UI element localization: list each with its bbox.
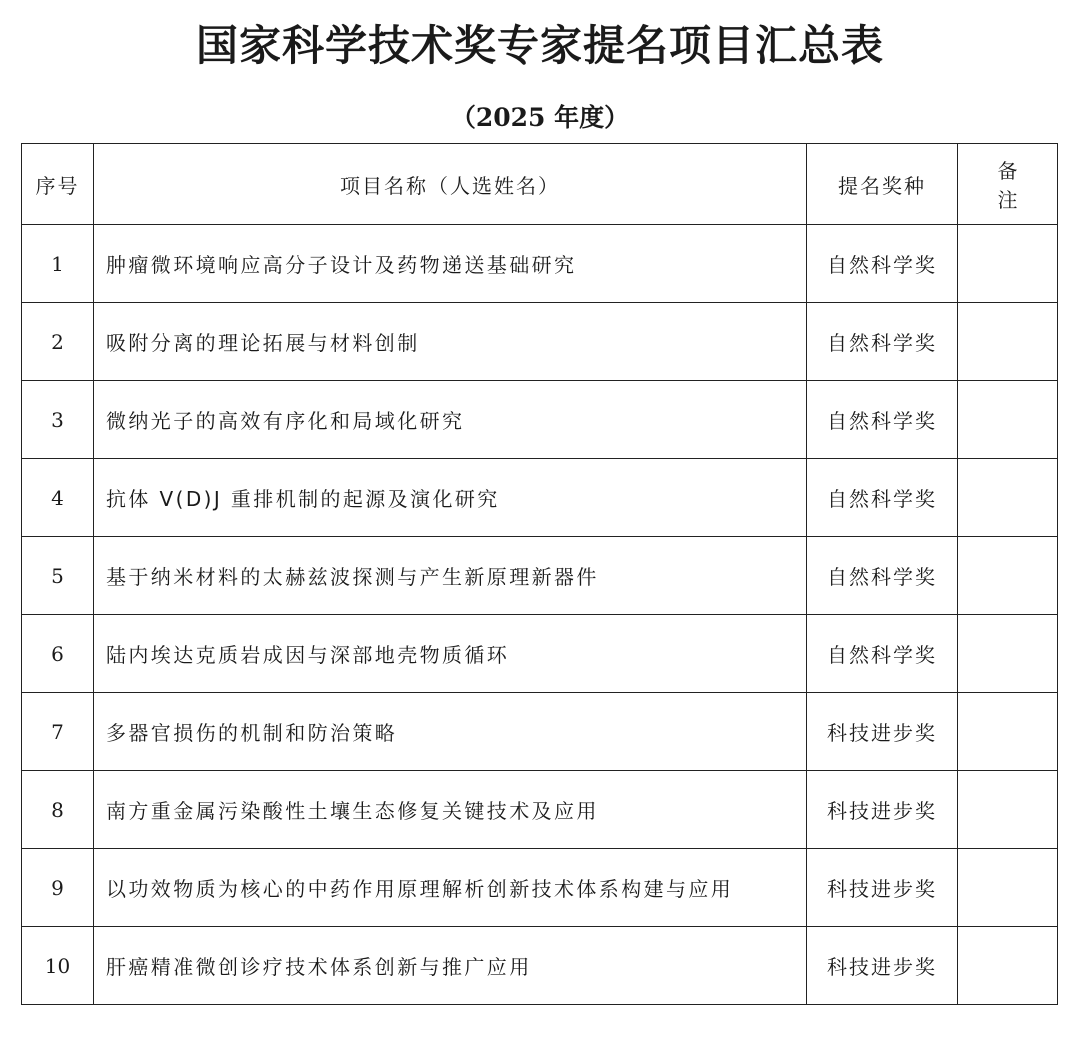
row-serial-number: 7 [22,693,94,771]
document-subtitle-year: （2025 年度） [450,103,630,132]
row-remarks [958,459,1058,537]
row-remarks [958,303,1058,381]
row-project-name: 基于纳米材料的太赫兹波探测与产生新原理新器件 [94,537,807,615]
table-row [22,459,1058,537]
row-project-name: 微纳光子的高效有序化和局域化研究 [94,381,807,459]
row-serial-number: 10 [22,927,94,1005]
row-project-name: 肿瘤微环境响应高分子设计及药物递送基础研究 [94,225,807,303]
row-project-name: 陆内埃达克质岩成因与深部地壳物质循环 [94,615,807,693]
table-row [22,537,1058,615]
row-project-name: 肝癌精准微创诊疗技术体系创新与推广应用 [94,927,807,1005]
row-serial-number: 8 [22,771,94,849]
row-remarks [958,849,1058,927]
row-award-type: 科技进步奖 [807,927,958,1005]
table-header-row [22,144,1058,225]
row-award-type: 自然科学奖 [807,381,958,459]
row-award-type: 自然科学奖 [807,303,958,381]
table-row [22,849,1058,927]
row-remarks [958,771,1058,849]
row-remarks [958,615,1058,693]
row-project-name: 多器官损伤的机制和防治策略 [94,693,807,771]
table-row [22,771,1058,849]
row-remarks [958,381,1058,459]
row-project-name: 吸附分离的理论拓展与材料创制 [94,303,807,381]
table-row [22,693,1058,771]
row-serial-number: 3 [22,381,94,459]
row-serial-number: 4 [22,459,94,537]
nomination-summary-table [21,143,1058,1005]
row-project-name: 以功效物质为核心的中药作用原理解析创新技术体系构建与应用 [94,849,807,927]
row-project-name: 南方重金属污染酸性土壤生态修复关键技术及应用 [94,771,807,849]
document-title: 国家科学技术奖专家提名项目汇总表 [195,21,884,70]
row-remarks [958,537,1058,615]
row-award-type: 自然科学奖 [807,225,958,303]
table-row [22,615,1058,693]
row-award-type: 科技进步奖 [807,771,958,849]
row-award-type: 科技进步奖 [807,849,958,927]
row-project-name: 抗体 V(D)J 重排机制的起源及演化研究 [94,459,807,537]
table-row [22,225,1058,303]
row-award-type: 自然科学奖 [807,537,958,615]
header-award-type: 提名奖种 [807,144,958,225]
row-serial-number: 5 [22,537,94,615]
row-serial-number: 6 [22,615,94,693]
row-remarks [958,225,1058,303]
row-award-type: 自然科学奖 [807,459,958,537]
table-row [22,927,1058,1005]
header-serial-number: 序号 [22,144,94,225]
row-remarks [958,693,1058,771]
row-remarks [958,927,1058,1005]
header-project-name: 项目名称（人选姓名） [94,144,807,225]
row-serial-number: 9 [22,849,94,927]
row-award-type: 自然科学奖 [807,615,958,693]
table-row [22,381,1058,459]
header-remarks: 备 注 [958,144,1058,225]
row-serial-number: 1 [22,225,94,303]
row-serial-number: 2 [22,303,94,381]
row-award-type: 科技进步奖 [807,693,958,771]
table-row [22,303,1058,381]
